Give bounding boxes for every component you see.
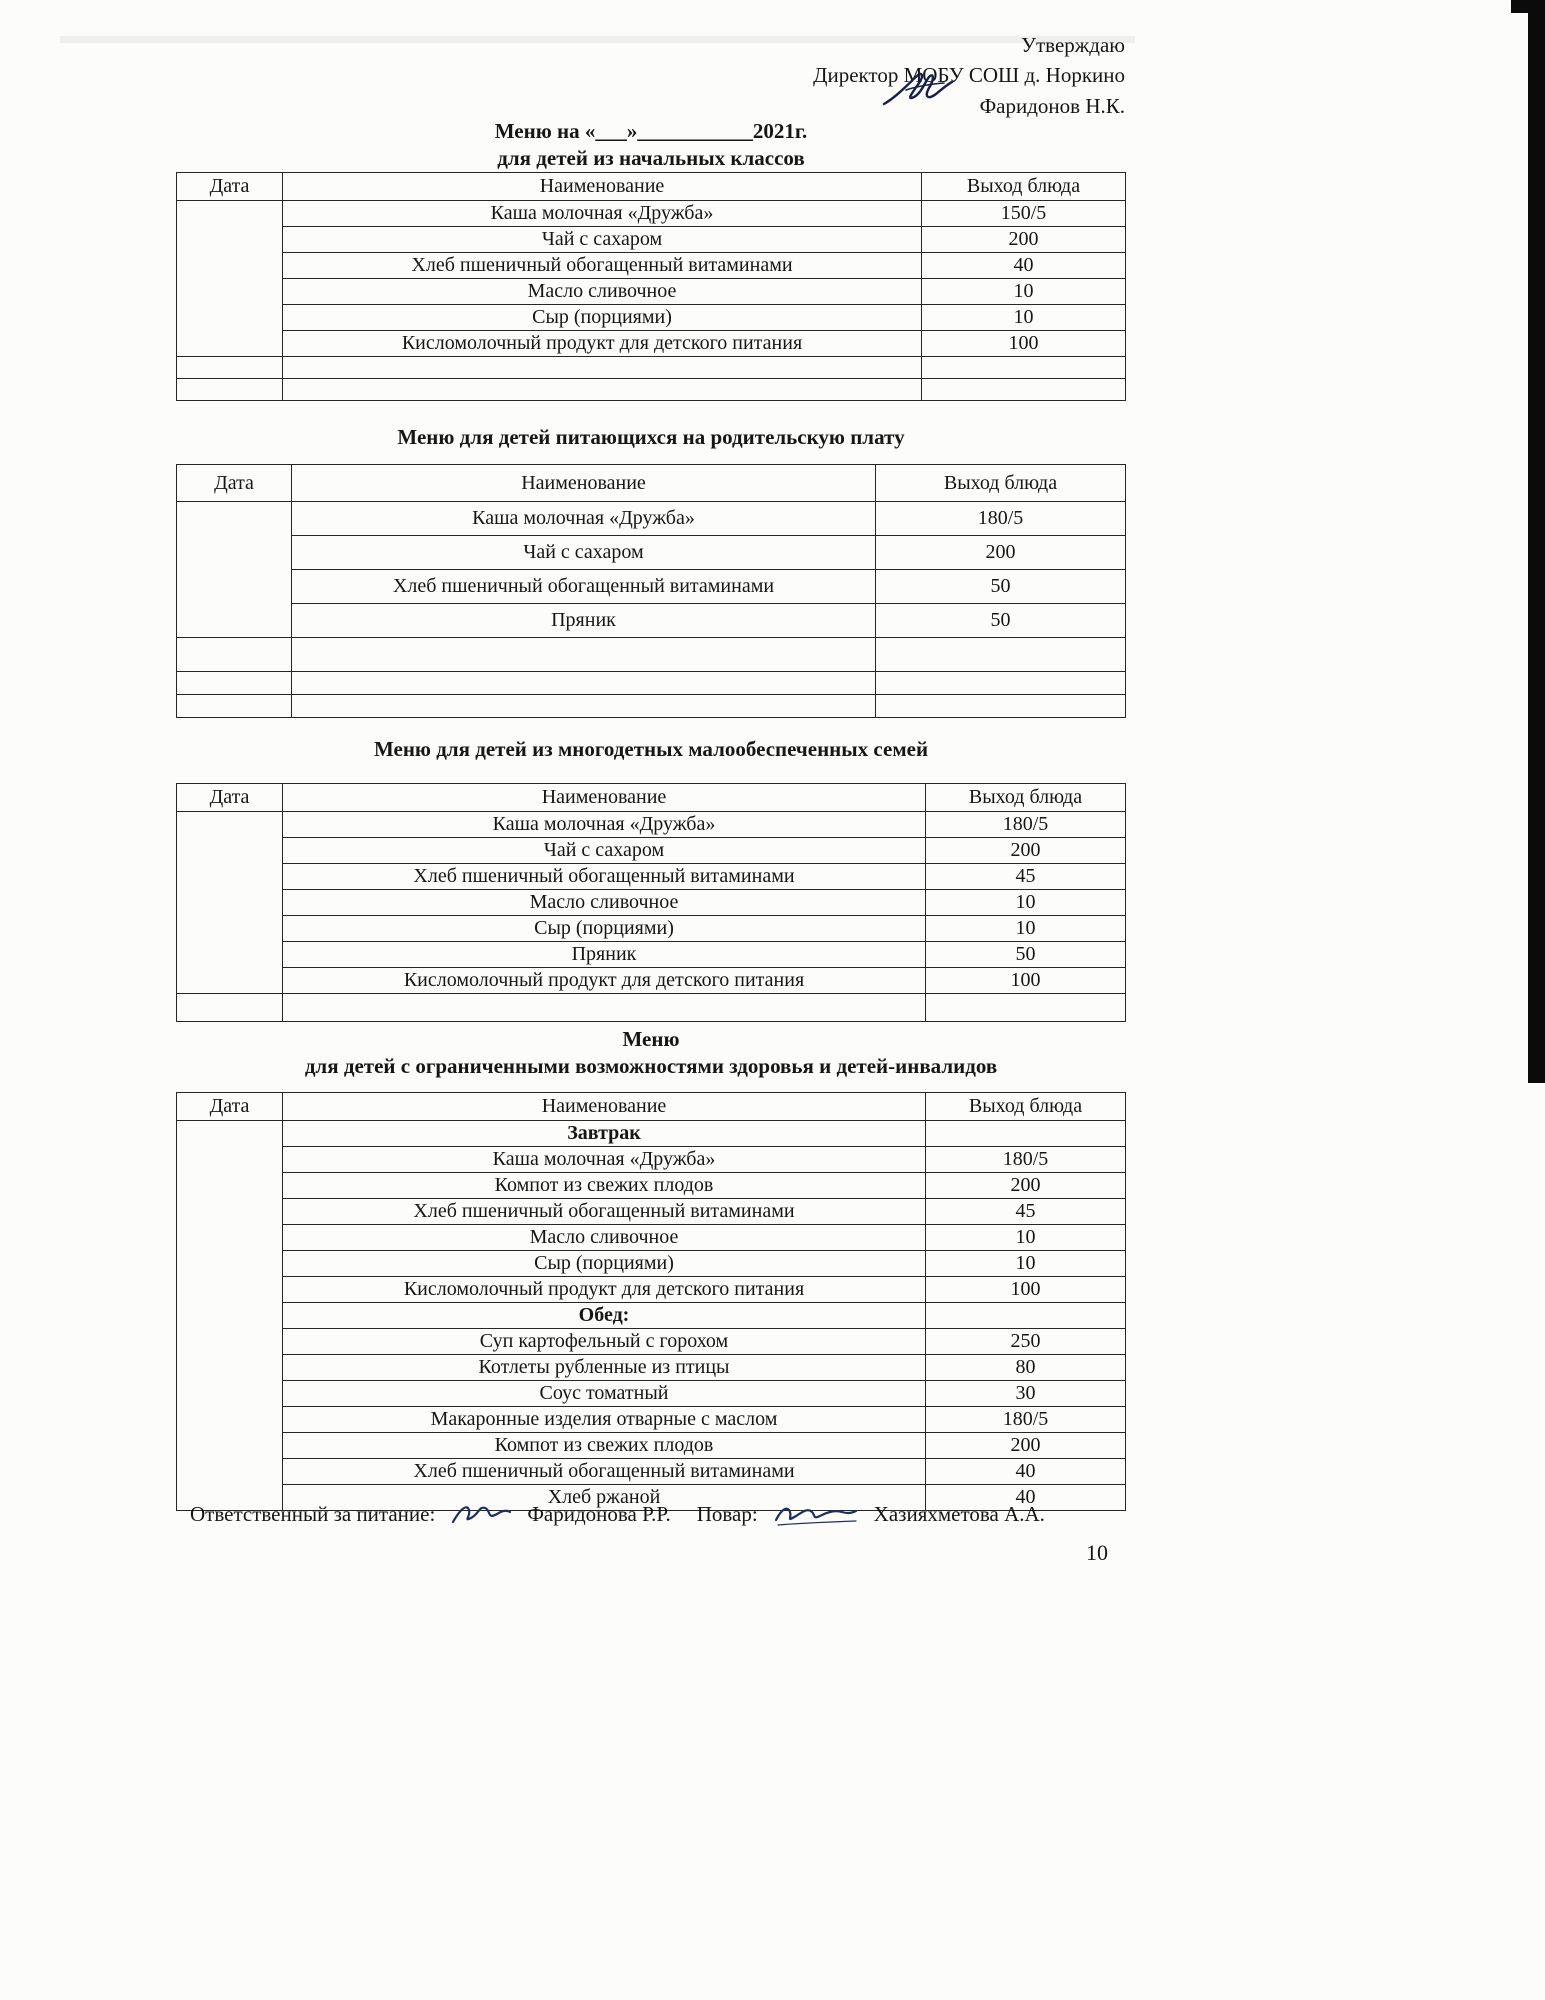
column-header-date: Дата bbox=[177, 465, 292, 502]
dish-output-cell: 180/5 bbox=[876, 502, 1126, 536]
dish-output-cell: 10 bbox=[926, 1251, 1126, 1277]
dish-output-cell: 10 bbox=[922, 305, 1126, 331]
dish-output-cell: 50 bbox=[876, 604, 1126, 638]
dish-name-cell: Хлеб пшеничный обогащенный витаминами bbox=[292, 570, 876, 604]
dish-output-cell: 50 bbox=[926, 942, 1126, 968]
empty-cell bbox=[177, 672, 292, 695]
dish-output-cell: 45 bbox=[926, 1199, 1126, 1225]
menu-row bbox=[177, 201, 1126, 227]
dish-name-cell: Масло сливочное bbox=[283, 279, 922, 305]
table-header-row bbox=[177, 1093, 1126, 1121]
dish-output-cell: 100 bbox=[926, 968, 1126, 994]
section-title-parent-fee: Меню для детей питающихся на родительскую плату bbox=[397, 425, 905, 449]
approval-line-1: Утверждаю bbox=[1021, 33, 1125, 57]
menu-row bbox=[177, 1199, 1126, 1225]
menu-row bbox=[177, 1381, 1126, 1407]
dish-name-cell: Сыр (порциями) bbox=[283, 1251, 926, 1277]
menu-row bbox=[177, 942, 1126, 968]
dish-output-cell: 80 bbox=[926, 1355, 1126, 1381]
dish-name-cell: Масло сливочное bbox=[283, 1225, 926, 1251]
dish-name-cell: Каша молочная «Дружба» bbox=[283, 201, 922, 227]
cook-label: Повар: bbox=[696, 1501, 758, 1526]
empty-row bbox=[177, 379, 1126, 401]
dish-name-cell: Чай с сахаром bbox=[292, 536, 876, 570]
dish-output-cell: 30 bbox=[926, 1381, 1126, 1407]
dish-name-cell: Пряник bbox=[292, 604, 876, 638]
dish-name-cell: Чай с сахаром bbox=[283, 227, 922, 253]
menu-row bbox=[177, 864, 1126, 890]
dish-output-cell: 180/5 bbox=[926, 812, 1126, 838]
page-number: 10 bbox=[1086, 1540, 1108, 1565]
dish-name-cell: Каша молочная «Дружба» bbox=[283, 1147, 926, 1173]
empty-row bbox=[177, 357, 1126, 379]
director-signature-icon bbox=[878, 70, 956, 110]
dish-output-cell: 250 bbox=[926, 1329, 1126, 1355]
column-header-output: Выход блюда bbox=[926, 784, 1126, 812]
empty-row bbox=[177, 638, 1126, 672]
dish-name-cell: Масло сливочное bbox=[283, 890, 926, 916]
column-header-name: Наименование bbox=[292, 465, 876, 502]
scan-artifact-bar bbox=[1528, 0, 1545, 1083]
menu-row bbox=[177, 838, 1126, 864]
menu-row bbox=[177, 1251, 1126, 1277]
menu-row bbox=[177, 1277, 1126, 1303]
dish-output-cell bbox=[926, 1303, 1126, 1329]
dish-output-cell bbox=[926, 1121, 1126, 1147]
dish-name-cell: Котлеты рубленные из птицы bbox=[283, 1355, 926, 1381]
dish-output-cell: 200 bbox=[876, 536, 1126, 570]
dish-output-cell: 200 bbox=[926, 838, 1126, 864]
empty-cell bbox=[177, 379, 283, 401]
column-header-name: Наименование bbox=[283, 784, 926, 812]
approval-line-2: Директор МОБУ СОШ д. Норкино bbox=[813, 63, 1125, 88]
empty-cell bbox=[292, 695, 876, 718]
document-title-block bbox=[176, 118, 1126, 173]
dish-name-cell: Каша молочная «Дружба» bbox=[292, 502, 876, 536]
dish-name-cell: Каша молочная «Дружба» bbox=[283, 812, 926, 838]
menu-row bbox=[177, 227, 1126, 253]
scan-artifact-corner bbox=[1511, 0, 1545, 13]
section-title-line-2: для детей с ограниченными возможностями здоровья и детей-инвалидов bbox=[304, 1054, 998, 1079]
dish-output-cell: 100 bbox=[922, 331, 1126, 357]
empty-cell bbox=[876, 695, 1126, 718]
menu-row bbox=[177, 305, 1126, 331]
meal-subheader-row bbox=[177, 1121, 1126, 1147]
dish-output-cell: 45 bbox=[926, 864, 1126, 890]
menu-row bbox=[177, 1225, 1126, 1251]
dish-name-cell: Хлеб пшеничный обогащенный витаминами bbox=[283, 1199, 926, 1225]
column-header-output: Выход блюда bbox=[922, 173, 1126, 201]
empty-cell bbox=[177, 357, 283, 379]
meal-subheader: Завтрак bbox=[283, 1121, 926, 1147]
empty-cell bbox=[922, 357, 1126, 379]
empty-cell bbox=[177, 638, 292, 672]
menu-row bbox=[177, 570, 1126, 604]
menu-table-primary-classes bbox=[176, 172, 1126, 401]
menu-row bbox=[177, 1355, 1126, 1381]
menu-row bbox=[177, 1147, 1126, 1173]
empty-cell bbox=[926, 994, 1126, 1022]
dish-name-cell: Хлеб пшеничный обогащенный витаминами bbox=[283, 253, 922, 279]
cook-signature-icon bbox=[772, 1500, 860, 1528]
column-header-date: Дата bbox=[177, 1093, 283, 1121]
dish-name-cell: Чай с сахаром bbox=[283, 838, 926, 864]
menu-row bbox=[177, 968, 1126, 994]
dish-output-cell: 10 bbox=[922, 279, 1126, 305]
dish-output-cell: 180/5 bbox=[926, 1147, 1126, 1173]
section-title-large-families: Меню для детей из многодетных малообеспеченных семей bbox=[373, 737, 929, 761]
empty-row bbox=[177, 695, 1126, 718]
approval-block bbox=[813, 30, 1125, 121]
empty-cell bbox=[922, 379, 1126, 401]
section-title-disabled-children bbox=[176, 1026, 1126, 1081]
dish-output-cell: 50 bbox=[876, 570, 1126, 604]
menu-row bbox=[177, 1329, 1126, 1355]
menu-table-parent-fee bbox=[176, 464, 1126, 718]
cook-name: Хазияхметова А.А. bbox=[873, 1501, 1045, 1526]
approval-director-name: Фаридонов Н.К. bbox=[979, 93, 1125, 118]
dish-output-cell: 150/5 bbox=[922, 201, 1126, 227]
dish-output-cell: 40 bbox=[926, 1485, 1126, 1511]
dish-name-cell: Сыр (порциями) bbox=[283, 305, 922, 331]
table-header-row bbox=[177, 173, 1126, 201]
menu-row bbox=[177, 812, 1126, 838]
dish-output-cell: 100 bbox=[926, 1277, 1126, 1303]
dish-output-cell: 40 bbox=[922, 253, 1126, 279]
column-header-date: Дата bbox=[177, 784, 283, 812]
menu-row bbox=[177, 1173, 1126, 1199]
empty-cell bbox=[292, 638, 876, 672]
dish-name-cell: Хлеб пшеничный обогащенный витаминами bbox=[283, 864, 926, 890]
menu-row bbox=[177, 502, 1126, 536]
dish-output-cell: 200 bbox=[926, 1173, 1126, 1199]
footer-signatures-line bbox=[190, 1500, 1071, 1528]
empty-cell bbox=[876, 672, 1126, 695]
meal-subheader: Обед: bbox=[283, 1303, 926, 1329]
dish-name-cell: Соус томатный bbox=[283, 1381, 926, 1407]
document-subtitle: для детей из начальных классов bbox=[497, 146, 805, 171]
table-header-row bbox=[177, 465, 1126, 502]
date-column-cell bbox=[177, 1121, 283, 1511]
menu-row bbox=[177, 279, 1126, 305]
menu-row bbox=[177, 890, 1126, 916]
column-header-date: Дата bbox=[177, 173, 283, 201]
date-column-cell bbox=[177, 502, 292, 638]
dish-name-cell: Компот из свежих плодов bbox=[283, 1173, 926, 1199]
dish-name-cell: Хлеб пшеничный обогащенный витаминами bbox=[283, 1459, 926, 1485]
dish-output-cell: 200 bbox=[922, 227, 1126, 253]
responsible-label: Ответственный за питание: bbox=[190, 1501, 436, 1526]
section-title-line-1: Меню bbox=[622, 1027, 680, 1051]
menu-table-large-families bbox=[176, 783, 1126, 1022]
dish-name-cell: Компот из свежих плодов bbox=[283, 1433, 926, 1459]
menu-row bbox=[177, 1433, 1126, 1459]
empty-cell bbox=[177, 994, 283, 1022]
dish-name-cell: Кисломолочный продукт для детского питания bbox=[283, 331, 922, 357]
table-header-row bbox=[177, 784, 1126, 812]
dish-name-cell: Макаронные изделия отварные с маслом bbox=[283, 1407, 926, 1433]
dish-output-cell: 10 bbox=[926, 1225, 1126, 1251]
date-column-cell bbox=[177, 201, 283, 357]
menu-row bbox=[177, 604, 1126, 638]
responsible-name: Фаридонова Р.Р. bbox=[527, 1501, 671, 1526]
column-header-name: Наименование bbox=[283, 1093, 926, 1121]
empty-row bbox=[177, 672, 1126, 695]
empty-cell bbox=[283, 994, 926, 1022]
dish-name-cell: Хлеб ржаной bbox=[283, 1485, 926, 1511]
column-header-output: Выход блюда bbox=[926, 1093, 1126, 1121]
empty-cell bbox=[292, 672, 876, 695]
dish-name-cell: Кисломолочный продукт для детского питания bbox=[283, 1277, 926, 1303]
menu-row bbox=[177, 916, 1126, 942]
date-column-cell bbox=[177, 812, 283, 994]
document-title: Меню на «___»___________2021г. bbox=[494, 119, 808, 143]
empty-cell bbox=[177, 695, 292, 718]
dish-output-cell: 10 bbox=[926, 890, 1126, 916]
menu-row bbox=[177, 1459, 1126, 1485]
dish-output-cell: 180/5 bbox=[926, 1407, 1126, 1433]
empty-cell bbox=[283, 357, 922, 379]
dish-name-cell: Кисломолочный продукт для детского питания bbox=[283, 968, 926, 994]
empty-row bbox=[177, 994, 1126, 1022]
dish-name-cell: Суп картофельный с горохом bbox=[283, 1329, 926, 1355]
dish-output-cell: 10 bbox=[926, 916, 1126, 942]
menu-table-disabled-children bbox=[176, 1092, 1126, 1511]
menu-row bbox=[177, 536, 1126, 570]
dish-output-cell: 200 bbox=[926, 1433, 1126, 1459]
dish-name-cell: Сыр (порциями) bbox=[283, 916, 926, 942]
menu-row bbox=[177, 253, 1126, 279]
empty-cell bbox=[283, 379, 922, 401]
column-header-output: Выход блюда bbox=[876, 465, 1126, 502]
meal-subheader-row bbox=[177, 1303, 1126, 1329]
menu-row bbox=[177, 331, 1126, 357]
dish-output-cell: 40 bbox=[926, 1459, 1126, 1485]
menu-row bbox=[177, 1407, 1126, 1433]
dish-name-cell: Пряник bbox=[283, 942, 926, 968]
column-header-name: Наименование bbox=[283, 173, 922, 201]
empty-cell bbox=[876, 638, 1126, 672]
responsible-signature-icon bbox=[449, 1500, 513, 1528]
